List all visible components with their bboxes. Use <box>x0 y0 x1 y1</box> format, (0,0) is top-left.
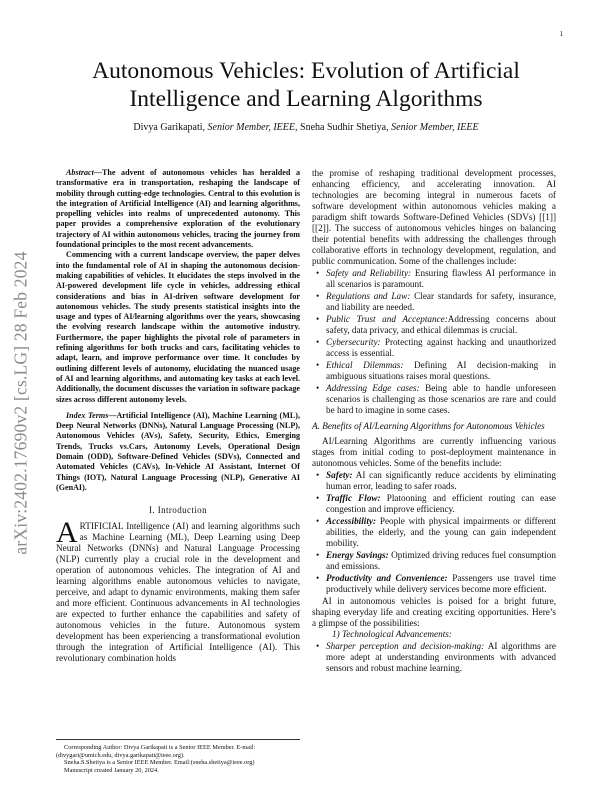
index-terms-label: Index Terms <box>66 410 109 420</box>
arxiv-id: arXiv:2402.17690v2 [cs.LG] 28 Feb 2024 <box>10 251 31 555</box>
footnote-line-1: Corresponding Author: Divya Garikapati is a Senior IEEE Member. E-mail: (divygari@umich.edu, divya.garikapati@ieee.org). <box>56 744 256 759</box>
list-item: • Accessibility: People with physical impairments or different abilities, the elderly, and the young can gain independent mobility. <box>312 516 556 549</box>
arxiv-watermark <box>6 220 36 586</box>
author-line <box>60 122 552 133</box>
list-item: • Sharper perception and decision-making: AI algorithms are more adept at understanding environments with advanced sensors and robust machine learning. <box>312 641 556 674</box>
list-item: • Productivity and Convenience: Passengers use travel time productively while delivery services become more efficient. <box>312 573 556 595</box>
index-terms-text: —Artificial Intelligence (AI), Machine Learning (ML), Deep Neural Networks (DNNs), Natural Language Processing (NLP), Autonomous Vehicles (AVs), Safety, Security, Ethics, Emerging Trends, Trucks vs.Cars, Autonomy Levels, Operational Design Domain (ODD), Software-Defined Vehicles (SDVs), Connected and Automated Vehicles (CAVs), In-Vehicle AI Assistant, Internet Of Things (IOT), Natural Language Processing (NLP), Generative AI (GenAI). <box>56 410 300 492</box>
right-column <box>312 168 556 675</box>
footnote-line-2: Sneha.S.Shetiya is a Senior IEEE Member. Email:(sneha.shetiya@ieee.org) <box>64 759 255 767</box>
footnote-line-3: Manuscript created January 20, 2024. <box>64 766 159 774</box>
author-2-role: Senior Member, IEEE <box>391 122 479 133</box>
subsubsection-heading-1: 1) Technological Advancements: <box>332 629 452 639</box>
list-item: • Regulations and Law: Clear standards for safety, insurance, and liability are needed. <box>312 291 556 313</box>
intro-paragraph-1-continued: the promise of reshaping traditional development processes, enhancing efficiency, and accelerating innovation. AI technologies are becoming integral in numerous facets of software development within autonomous vehicles making a paradigm shift towards Software-Defined Vehicles (SDVs) [[1]][[2]]. The success of autonomous vehicles hinges on balancing their potential benefits with addressing the challenges through collaborative efforts in technology development, regulation, and public communication. Some of the challenges include: <box>312 168 556 266</box>
index-terms <box>56 411 300 493</box>
author-1: Divya Garikapati, <box>133 122 208 133</box>
list-item: • Safety: AI can significantly reduce accidents by eliminating human error, leading to safer roads. <box>312 470 556 492</box>
advancements-list <box>312 641 556 674</box>
subsection-a-paragraph-1: AI/Learning Algorithms are currently influencing various stages from initial coding to post-deployment maintenance in autonomous vehicles. Some of the benefits include: <box>312 436 556 468</box>
intro-paragraph-1: RTIFICIAL Intelligence (AI) and learning algorithms such as Machine Learning (ML), Deep Learning using Deep Neural Networks (DNNs) and Natural Language Processing (NLP) currently play a crucial role in the development and operation of autonomous vehicles. The integration of AI and learning algorithms enable autonomous vehicles to navigate, perceive, and adapt to dynamic environments, making them safer and more efficient. Continuous advancements in AI technologies are expected to further enhance the capabilities and safety of autonomous vehicles in the future. Autonomous system development has been experiencing a transformational evolution through the integration of Artificial Intelligence (AI). This revolutionary combination holds <box>56 521 300 664</box>
list-item: • Addressing Edge cases: Being able to handle unforeseen scenarios is challenging as those scenarios are rare and could be hard to imagine in some cases. <box>312 383 556 416</box>
list-item: • Energy Savings: Optimized driving reduces fuel consumption and emissions. <box>312 550 556 572</box>
abstract <box>56 168 300 405</box>
benefits-list <box>312 470 556 595</box>
list-item: • Ethical Dilemmas: Defining AI decision-making in ambiguous situations raises moral questions. <box>312 360 556 382</box>
list-item: • Traffic Flow: Platooning and efficient routing can ease congestion and improve efficiency. <box>312 493 556 515</box>
subsection-heading-a: A. Benefits of AI/Learning Algorithms for Autonomous Vehicles <box>312 421 545 431</box>
intro-body <box>56 516 300 664</box>
abstract-p2: Commencing with a current landscape overview, the paper delves into the fundamental role of AI in shaping the autonomous decision-making capabilities of vehicles. It elucidates the steps involved in the AI-powered development life cycle in vehicles, addressing ethical considerations and bias in AI-driven software development for autonomous vehicles. The study presents statistical insights into the usage and types of AI/learning algorithms over the years, showcasing the evolving research landscape within the automotive industry. Furthermore, the paper highlights the pivotal role of parameters in refining algorithms for both trucks and cars, facilitating vehicles to adapt, learn, and improve performance over time. It concludes by outlining different levels of autonomy, elucidating the nuanced usage of AI and learning algorithms, and automating key tasks at each level. Additionally, the document discusses the variation in software package sizes across different autonomy levels. <box>56 250 300 404</box>
author-1-role: Senior Member, IEEE <box>207 122 296 133</box>
list-item: • Safety and Reliability: Ensuring flawless AI performance in all scenarios is paramount. <box>312 268 556 290</box>
abstract-label: Abstract <box>66 168 94 177</box>
list-item: • Cybersecurity: Protecting against hacking and unauthorized access is essential. <box>312 337 556 359</box>
subsection-a-paragraph-2: AI in autonomous vehicles is poised for a bright future, shaping everyday life and creating exciting opportunities. Here’s a glimpse of the possibilities: <box>312 596 556 628</box>
right-body <box>312 168 556 674</box>
challenges-list <box>312 268 556 416</box>
paper-title: Autonomous Vehicles: Evolution of Artificial Intelligence and Learning Algorithms <box>92 58 520 112</box>
author-2: , Sneha Sudhir Shetiya, <box>295 122 392 133</box>
left-column <box>56 168 300 664</box>
list-item: • Public Trust and Acceptance:Addressing concerns about safety, data privacy, and ethical dilemmas is crucial. <box>312 314 556 336</box>
abstract-p1: —The advent of autonomous vehicles has heralded a transformative era in transportation, reshaping the landscape of mobility through cutting-edge technologies. Central to this evolution is the integration of Artificial Intelligence (AI) and learning algorithms, propelling vehicles into realms of unprecedented autonomy. This paper provides a comprehensive exploration of the evolutionary trajectory of AI within autonomous vehicles, tracing the journey from foundational principles to the most recent advancements. <box>56 168 300 250</box>
page-number: 1 <box>559 30 563 38</box>
drop-cap: A <box>56 516 78 550</box>
footnote <box>56 739 300 774</box>
section-heading-introduction: I. Introduction <box>149 505 207 516</box>
